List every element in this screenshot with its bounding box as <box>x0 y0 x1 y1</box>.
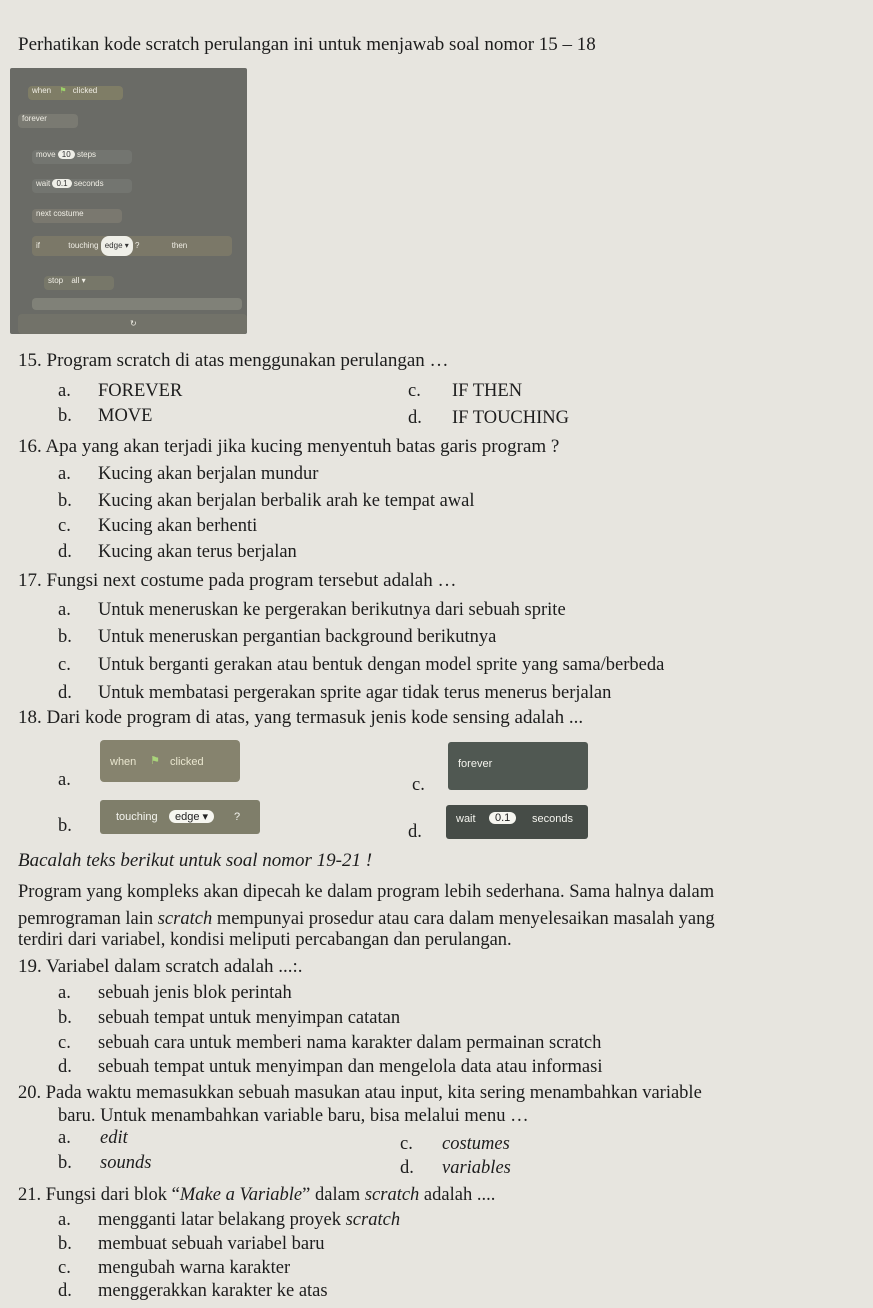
q17-question: 17. Fungsi next costume pada program tersebut adalah … <box>18 570 457 591</box>
stop-block <box>44 276 114 290</box>
reading-para2-em: scratch <box>157 909 213 929</box>
if-label: if <box>36 241 40 250</box>
q16-option-b: Kucing akan berjalan berbalik arah ke tempat awal <box>98 491 475 511</box>
q21-option-b-letter: b. <box>58 1234 72 1254</box>
q15-option-b: MOVE <box>98 406 153 426</box>
green-flag-icon: ⚑ <box>59 86 67 95</box>
next-costume-label: next costume <box>36 209 84 218</box>
q15-option-c: IF THEN <box>452 381 523 401</box>
if-block-end <box>32 298 242 310</box>
q17-option-a-letter: a. <box>58 600 71 620</box>
wait-suffix: seconds <box>73 179 104 188</box>
q21-option-b: membuat sebuah variabel baru <box>98 1234 325 1254</box>
edge-dropdown: edge ▾ <box>101 236 133 256</box>
q16-option-b-letter: b. <box>58 491 72 511</box>
q17-option-c: Untuk berganti gerakan atau bentuk dengan model sprite yang sama/berbeda <box>98 655 665 675</box>
q16-option-d: Kucing akan terus berjalan <box>98 542 297 562</box>
q19-option-b-letter: b. <box>58 1008 72 1028</box>
q18-a-block-prefix: when <box>110 756 137 768</box>
q21-option-a-letter: a. <box>58 1210 71 1230</box>
scratch-code-image <box>10 68 247 334</box>
q21-option-a <box>98 1210 400 1231</box>
q20-option-c: costumes <box>442 1134 510 1154</box>
q19-option-c: sebuah cara untuk memberi nama karakter dalam permainan scratch <box>98 1033 602 1053</box>
q20-option-c-letter: c. <box>400 1134 413 1154</box>
q15-option-a: FOREVER <box>98 381 183 401</box>
touching-q: ? <box>135 241 140 250</box>
q18-d-block-value: 0.1 <box>489 812 516 824</box>
q19-option-d-letter: d. <box>58 1057 72 1077</box>
q17-option-d-letter: d. <box>58 683 72 703</box>
q18-a-block-suffix: clicked <box>170 756 204 768</box>
q15-option-d: IF TOUCHING <box>452 408 570 428</box>
q20-question-line-2: baru. Untuk menambahkan variable baru, bisa melalui menu … <box>58 1106 529 1126</box>
q18-option-a-letter: a. <box>58 770 71 790</box>
q17-option-c-letter: c. <box>58 655 71 675</box>
q18-d-block-label: wait <box>456 813 476 825</box>
q20-question-line-1: 20. Pada waktu memasukkan sebuah masukan atau input, kita sering menambahkan variable <box>18 1083 702 1103</box>
q18-option-d-letter: d. <box>408 822 422 842</box>
q17-option-d: Untuk membatasi pergerakan sprite agar tidak terus menerus berjalan <box>98 683 612 703</box>
q21-option-d-letter: d. <box>58 1281 72 1301</box>
q19-option-d: sebuah tempat untuk menyimpan dan mengelola data atau informasi <box>98 1057 603 1077</box>
q17-option-b: Untuk meneruskan pergantian background berikutnya <box>98 627 497 647</box>
q18-option-a-block <box>100 740 240 782</box>
forever-label: forever <box>22 114 47 123</box>
q16-option-a: Kucing akan berjalan mundur <box>98 464 319 484</box>
stop-label: stop <box>48 276 64 285</box>
q16-question: 16. Apa yang akan terjadi jika kucing menyentuh batas garis program ? <box>18 436 560 457</box>
q18-option-b-letter: b. <box>58 816 72 836</box>
next-costume-block <box>32 209 122 223</box>
q21-option-d: menggerakkan karakter ke atas <box>98 1281 328 1301</box>
q21-option-c: mengubah warna karakter <box>98 1258 291 1278</box>
q15-option-c-letter: c. <box>408 381 421 401</box>
q17-option-a: Untuk meneruskan ke pergerakan berikutnya dari sebuah sprite <box>98 600 566 620</box>
reading-title: Bacalah teks berikut untuk soal nomor 19-21 ! <box>18 850 373 871</box>
touching-label: touching <box>68 241 99 250</box>
reading-para2-b: mempunyai prosedur atau cara dalam menyelesaikan masalah yang <box>212 909 715 929</box>
if-block <box>32 236 232 256</box>
q18-c-block-label: forever <box>458 758 493 770</box>
q19-option-c-letter: c. <box>58 1033 71 1053</box>
q20-option-b-letter: b. <box>58 1153 72 1173</box>
wait-value: 0.1 <box>52 179 71 188</box>
q20-option-d-letter: d. <box>400 1158 414 1178</box>
then-label: then <box>171 241 188 250</box>
green-flag-icon: ⚑ <box>150 755 160 767</box>
q18-b-block-q: ? <box>234 811 241 823</box>
reading-paragraph-line-3: terdiri dari variabel, kondisi meliputi percabangan dan perulangan. <box>18 930 512 950</box>
q16-option-a-letter: a. <box>58 464 71 484</box>
q21-q-c: adalah .... <box>419 1185 496 1205</box>
q20-option-d: variables <box>442 1158 511 1178</box>
q18-option-c-letter: c. <box>412 775 425 795</box>
hat-block <box>28 86 123 100</box>
q20-option-a: edit <box>100 1128 128 1148</box>
hat-suffix: clicked <box>72 86 98 95</box>
q18-option-c-block <box>448 742 588 790</box>
forever-block <box>18 114 78 128</box>
q21-question <box>18 1185 495 1206</box>
q19-option-a-letter: a. <box>58 983 71 1003</box>
q21-q-b: ” dalam <box>302 1185 365 1205</box>
stop-value: all ▾ <box>71 276 86 285</box>
q16-option-d-letter: d. <box>58 542 72 562</box>
q18-d-block-suffix: seconds <box>532 813 573 825</box>
q18-b-block-dropdown: edge ▾ <box>169 810 214 823</box>
move-block <box>32 150 132 164</box>
wait-label: wait <box>36 179 51 188</box>
loop-arrow-icon: ↻ <box>130 319 137 328</box>
q21-a-em: scratch <box>345 1210 401 1230</box>
move-suffix: steps <box>76 150 97 159</box>
q21-q-a: 21. Fungsi dari blok “ <box>18 1185 180 1205</box>
reading-paragraph-line-1: Program yang kompleks akan dipecah ke dalam program lebih sederhana. Sama halnya dalam <box>18 882 715 902</box>
q18-option-d-block <box>446 805 588 839</box>
wait-block <box>32 179 132 193</box>
q16-option-c: Kucing akan berhenti <box>98 516 258 536</box>
q19-question: 19. Variabel dalam scratch adalah ...:. <box>18 956 303 977</box>
q15-question: 15. Program scratch di atas menggunakan perulangan … <box>18 350 449 371</box>
q15-option-b-letter: b. <box>58 406 72 426</box>
hat-label: when <box>32 86 52 95</box>
forever-block-end <box>18 314 247 334</box>
q18-b-block-label: touching <box>116 811 158 823</box>
q21-q-em2: scratch <box>364 1185 420 1205</box>
reading-para2-a: pemrograman lain <box>18 909 158 929</box>
q19-option-b: sebuah tempat untuk menyimpan catatan <box>98 1008 401 1028</box>
q15-option-d-letter: d. <box>408 408 422 428</box>
q17-option-b-letter: b. <box>58 627 72 647</box>
q15-option-a-letter: a. <box>58 381 71 401</box>
move-label: move <box>36 150 56 159</box>
q20-option-b: sounds <box>100 1153 152 1173</box>
q21-a-text: mengganti latar belakang proyek <box>98 1210 346 1230</box>
move-value: 10 <box>58 150 75 159</box>
q20-option-a-letter: a. <box>58 1128 71 1148</box>
q16-option-c-letter: c. <box>58 516 71 536</box>
q21-option-c-letter: c. <box>58 1258 71 1278</box>
reading-paragraph-line-2 <box>18 909 715 930</box>
q19-option-a: sebuah jenis blok perintah <box>98 983 292 1003</box>
q21-q-em: Make a Variable <box>179 1185 303 1205</box>
header-instruction: Perhatikan kode scratch perulangan ini untuk menjawab soal nomor 15 – 18 <box>18 34 596 55</box>
q18-question: 18. Dari kode program di atas, yang termasuk jenis kode sensing adalah ... <box>18 707 584 728</box>
q18-option-b-block <box>100 800 260 834</box>
